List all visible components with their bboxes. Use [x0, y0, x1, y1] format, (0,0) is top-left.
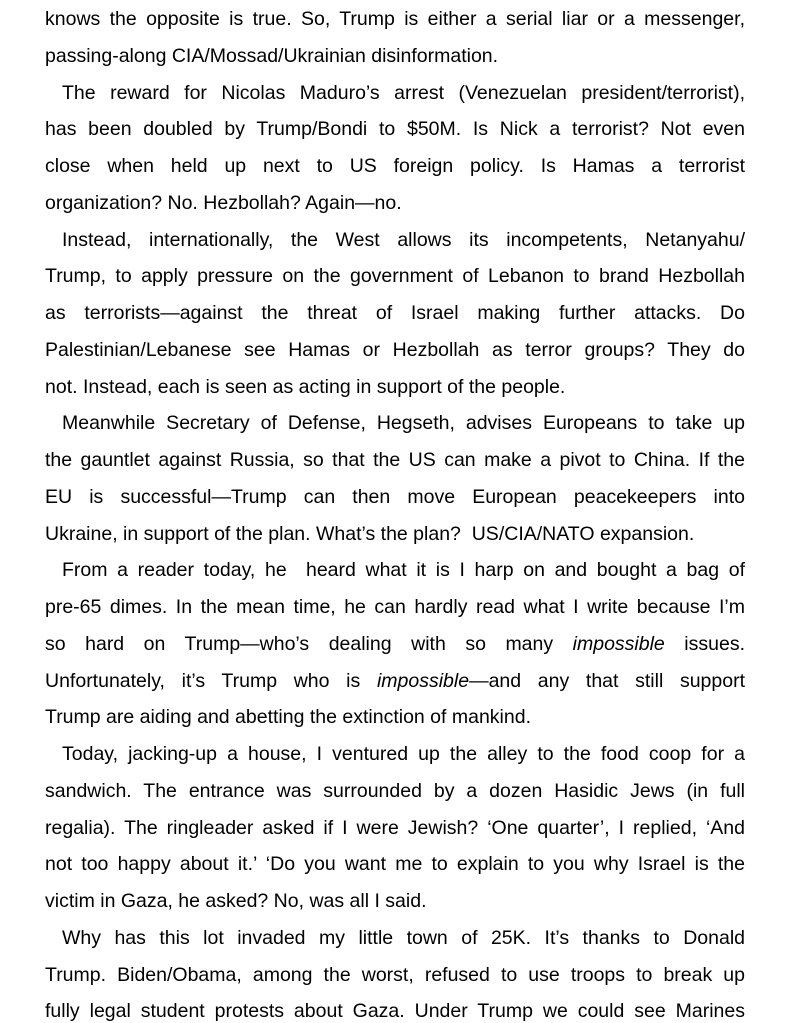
text-run: organization? No. Hezbollah? Again—no. [45, 191, 402, 214]
text-run: Trump, to apply pressure on the government of Lebanon to brand Hezbollah [45, 265, 745, 288]
text-run: Instead, internationally, the West allows its incompetents, Netanyahu/ [62, 228, 745, 251]
text-run: Unfortunately, it’s Trump who is [45, 669, 377, 692]
text-run: not too happy about it.’ ‘Do you want me to explain to you why Israel is the [45, 853, 745, 876]
text-run: as terrorists—against the threat of Israel making further attacks. Do [45, 302, 745, 324]
text-run: fully legal student protests about Gaza. Under Trump we could see Marines [45, 1000, 745, 1023]
text-line [45, 773, 745, 810]
text-run: Meanwhile Secretary of Defense, Hegseth, advises Europeans to take up [62, 412, 745, 435]
text-line [45, 920, 745, 957]
text-run: Why has this lot invaded my little town of 25K. It’s thanks to Donald [62, 926, 745, 949]
text-run: The reward for Nicolas Maduro’s arrest (Venezuelan president/terrorist), [62, 81, 745, 104]
text-run: so hard on Trump—who’s dealing with so many [45, 632, 573, 655]
text-run: the gauntlet against Russia, so that the US can make a pivot to China. If the [45, 449, 745, 471]
text-run: Trump. Biden/Obama, among the worst, refused to use troops to break up [45, 963, 745, 986]
text-run: victim in Gaza, he asked? No, was all I said. [45, 890, 427, 912]
text-line [45, 552, 745, 589]
text-run: From a reader today, he heard what it is I harp on and bought a bag of [62, 559, 745, 582]
text-line [45, 957, 745, 994]
text-line [45, 369, 745, 406]
italic-text-run: impossible [572, 632, 665, 655]
text-run: —and any that still support [469, 669, 745, 692]
text-line [45, 626, 745, 663]
text-line [45, 222, 745, 259]
text-run: has been doubled by Trump/Bondi to $50M. Is Nick a terrorist? Not even [45, 118, 745, 141]
text-line [45, 993, 745, 1023]
text-line [45, 810, 745, 847]
text-line [45, 589, 745, 626]
text-run: regalia). The ringleader asked if I were Jewish? ‘One quarter’, I replied, ‘And [45, 816, 745, 839]
text-line [45, 148, 745, 185]
text-line [45, 75, 745, 112]
text-run: Trump are aiding and abetting the extinction of mankind. [45, 706, 531, 729]
text-line [45, 258, 745, 295]
text-line [45, 38, 745, 75]
text-run: passing-along CIA/Mossad/Ukrainian disinformation. [45, 44, 499, 67]
text-run: EU is successful—Trump can then move European peacekeepers into [45, 485, 745, 508]
text-run: issues. [664, 632, 746, 655]
text-line [45, 111, 745, 148]
text-run: pre-65 dimes. In the mean time, he can hardly read what I write because I’m [45, 596, 745, 618]
text-line [45, 405, 745, 442]
text-run: Ukraine, in support of the plan. What’s the plan? US/CIA/NATO expansion. [45, 522, 695, 545]
text-run: Palestinian/Lebanese see Hamas or Hezbollah as terror groups? They do [45, 338, 745, 361]
text-line [45, 663, 745, 700]
text-line [45, 699, 745, 736]
text-line [45, 332, 745, 369]
text-line [45, 442, 745, 479]
text-line [45, 736, 745, 773]
text-run: close when held up next to US foreign policy. Is Hamas a terrorist [45, 155, 745, 177]
text-line [45, 295, 745, 332]
text-run: sandwich. The entrance was surrounded by a dozen Hasidic Jews (in full [45, 779, 745, 802]
text-run: not. Instead, each is seen as acting in support of the people. [45, 375, 566, 398]
text-line [45, 846, 745, 883]
text-line [45, 185, 745, 222]
text-line [45, 883, 745, 920]
text-run: knows the opposite is true. So, Trump is either a serial liar or a messenger, [45, 8, 745, 30]
text-line [45, 1, 745, 38]
italic-text-run: impossible [376, 669, 470, 692]
text-line [45, 479, 745, 516]
text-run: Today, jacking-up a house, I ventured up the alley to the food coop for a [62, 743, 745, 765]
text-line [45, 516, 745, 553]
